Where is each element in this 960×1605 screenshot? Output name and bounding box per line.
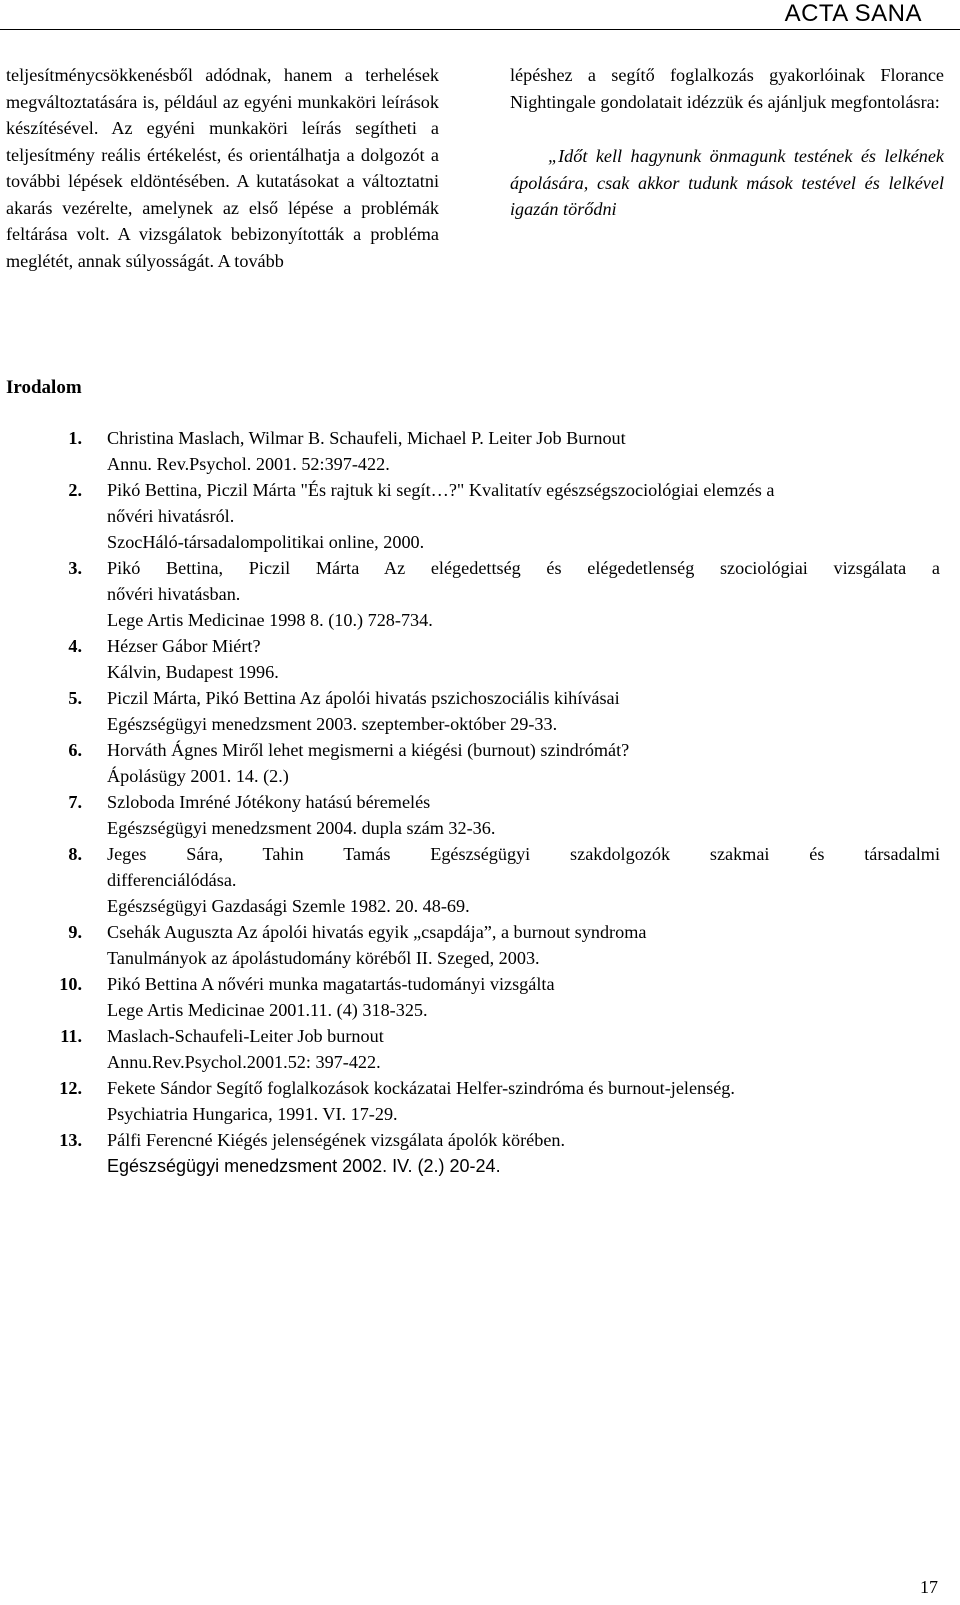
reference-item	[0, 1127, 940, 1179]
right-column	[510, 62, 944, 223]
reference-item	[0, 841, 940, 919]
reference-line: Ápolásügy 2001. 14. (2.)	[107, 766, 289, 786]
reference-item	[0, 737, 940, 789]
header-divider	[0, 29, 960, 30]
reference-number: 2.	[68, 480, 82, 500]
reference-line: Fekete Sándor Segítő foglalkozások kockázatai Helfer-szindróma és burnout-jelenség.	[107, 1078, 735, 1098]
reference-line: Psychiatria Hungarica, 1991. VI. 17-29.	[107, 1104, 398, 1124]
reference-number: 7.	[68, 792, 82, 812]
reference-number: 11.	[60, 1026, 82, 1046]
reference-line: Pikó Bettina, Piczil Márta Az elégedettség és elégedetlenség szociológiai vizsgálata a	[107, 558, 940, 578]
reference-line: Kálvin, Budapest 1996.	[107, 662, 279, 682]
reference-item	[0, 425, 940, 477]
reference-item	[0, 789, 940, 841]
reference-line: differenciálódása.	[107, 870, 237, 890]
reference-list	[0, 425, 940, 1179]
reference-number: 10.	[59, 974, 82, 994]
left-column	[6, 62, 439, 274]
reference-line: Hézser Gábor Miért?	[107, 636, 261, 656]
left-column-text: teljesítménycsökkenésből adódnak, hanem a terhelések megváltoztatására is, például az egyéni munkaköri leírások készítésével. Az egyéni munkaköri leírás segítheti a teljesítmény reális értékelést, és orientálhatja a dolgozót a további lépések eldöntésében. A kutatásokat a változtatni akarás vezérelte, amelynek az első lépése a problémák feltárása volt. A vizsgálatok bebizonyították a probléma meglétét, annak súlyosságát. A tovább	[6, 65, 439, 271]
reference-line: Annu. Rev.Psychol. 2001. 52:397-422.	[107, 454, 390, 474]
reference-item	[0, 555, 940, 633]
reference-number: 13.	[59, 1130, 82, 1150]
reference-line: Pikó Bettina, Piczil Márta "És rajtuk ki segít…?" Kvalitatív egészségszociológiai elemzés a	[107, 480, 775, 500]
reference-line: Pálfi Ferencné Kiégés jelenségének vizsgálata ápolók körében.	[107, 1130, 566, 1150]
reference-line: Piczil Márta, Pikó Bettina Az ápolói hivatás pszichoszociális kihívásai	[107, 688, 620, 708]
reference-item	[0, 1075, 940, 1127]
reference-line: SzocHáló-társadalompolitikai online, 2000.	[107, 532, 425, 552]
reference-number: 9.	[68, 922, 82, 942]
reference-line: Szloboda Imréné Jótékony hatású béremelés	[107, 792, 431, 812]
reference-line: Christina Maslach, Wilmar B. Schaufeli, Michael P. Leiter Job Burnout	[107, 428, 626, 448]
reference-line: Annu.Rev.Psychol.2001.52: 397-422.	[107, 1052, 381, 1072]
reference-item	[0, 633, 940, 685]
reference-line: Pikó Bettina A nővéri munka magatartás-tudományi vizsgálta	[107, 974, 555, 994]
page-number: 17	[920, 1577, 938, 1597]
reference-number: 1.	[68, 428, 82, 448]
reference-number: 6.	[68, 740, 82, 760]
reference-line: Egészségügyi menedzsment 2003. szeptember-október 29-33.	[107, 714, 558, 734]
nightingale-quote	[510, 143, 944, 223]
reference-line: Lege Artis Medicinae 1998 8. (10.) 728-734.	[107, 610, 433, 630]
right-column-text: lépéshez a segítő foglalkozás gyakorlóinak Florance Nightingale gondolatait idézzük és ajánljuk megfontolásra:	[510, 65, 944, 112]
reference-item	[0, 685, 940, 737]
page-header	[0, 0, 960, 30]
reference-line: Egészségügyi menedzsment 2004. dupla szám 32-36.	[107, 818, 496, 838]
reference-line: Tanulmányok az ápolástudomány köréből II. Szeged, 2003.	[107, 948, 540, 968]
reference-line: Csehák Auguszta Az ápolói hivatás egyik „csapdája”, a burnout syndroma	[107, 922, 647, 942]
reference-line: nővéri hivatásról.	[107, 506, 235, 526]
reference-number: 12.	[59, 1078, 82, 1098]
journal-title: ACTA SANA	[784, 0, 922, 27]
reference-line: Egészségügyi Gazdasági Szemle 1982. 20. 48-69.	[107, 896, 470, 916]
reference-number: 8.	[68, 844, 82, 864]
reference-item	[0, 971, 940, 1023]
reference-line: Maslach-Schaufeli-Leiter Job burnout	[107, 1026, 384, 1046]
quote-text: „Időt kell hagynunk önmagunk testének és lelkének ápolására, csak akkor tudunk mások testével és lelkével igazán törődni	[510, 146, 944, 219]
reference-number: 4.	[68, 636, 82, 656]
reference-item	[0, 919, 940, 971]
reference-item	[0, 477, 940, 555]
reference-line: Horváth Ágnes Miről lehet megismerni a kiégési (burnout) szindrómát?	[107, 740, 630, 760]
reference-line: Egészségügyi menedzsment 2002. IV. (2.) 20-24.	[107, 1156, 501, 1176]
reference-item	[0, 1023, 940, 1075]
reference-line: nővéri hivatásban.	[107, 584, 241, 604]
reference-line: Lege Artis Medicinae 2001.11. (4) 318-325.	[107, 1000, 428, 1020]
reference-number: 5.	[68, 688, 82, 708]
reference-line: Jeges Sára, Tahin Tamás Egészségügyi szakdolgozók szakmai és társadalmi	[107, 844, 940, 864]
references-heading: Irodalom	[6, 377, 82, 398]
reference-number: 3.	[68, 558, 82, 578]
